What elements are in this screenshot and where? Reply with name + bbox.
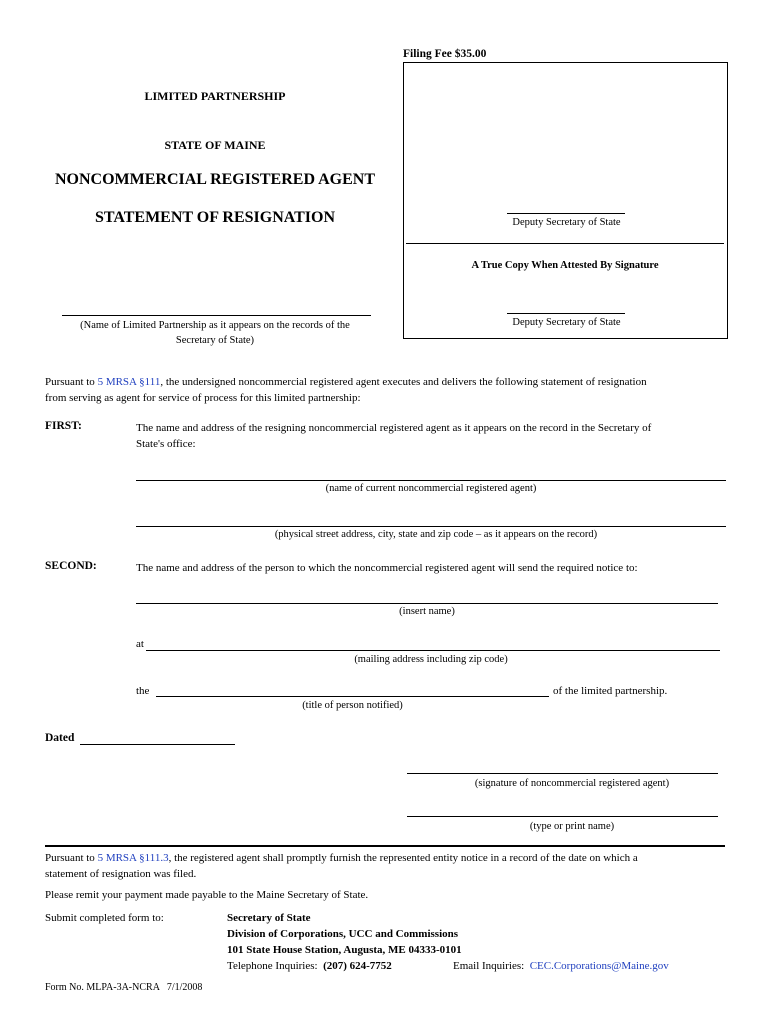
dated-label: Dated — [45, 732, 75, 744]
deputy-signature-line-2 — [507, 313, 625, 314]
address-line-2: Division of Corporations, UCC and Commissions — [227, 928, 459, 940]
deputy-signature-line-1 — [507, 213, 625, 214]
notice-title-line[interactable] — [156, 696, 549, 697]
print-name-caption: (type or print name) — [529, 821, 615, 832]
statute-link[interactable]: 5 MRSA §111 — [97, 376, 161, 388]
address-line-3: 101 State House Station, Augusta, ME 04333-0101 — [227, 944, 462, 956]
address-line-1: Secretary of State — [227, 912, 311, 924]
entity-type: LIMITED PARTNERSHIP — [144, 89, 286, 103]
phone-line: Telephone Inquiries: (207) 624-7752 — [227, 960, 392, 972]
partnership-name-line[interactable] — [62, 315, 371, 316]
box-divider — [406, 243, 724, 244]
email-line: Email Inquiries: CEC.Corporations@Maine.gov — [453, 960, 669, 972]
notice-address-line[interactable] — [146, 650, 720, 651]
first-text: The name and address of the resigning noncommercial registered agent as it appears on the record in the Secretary of State's office: — [136, 422, 652, 450]
partnership-name-caption-1: (Name of Limited Partnership as it appears on the records of the — [80, 320, 350, 331]
signature-caption: (signature of noncommercial registered agent) — [474, 778, 670, 789]
partnership-name-caption-2: Secretary of State) — [175, 335, 255, 346]
at-label: at — [136, 638, 144, 650]
first-label: FIRST: — [45, 420, 82, 432]
agent-name-caption: (name of current noncommercial registered agent) — [325, 483, 537, 494]
true-copy-label: A True Copy When Attested By Signature — [471, 260, 659, 271]
deputy-label-2: Deputy Secretary of State — [512, 317, 621, 328]
notice-address-caption: (mailing address including zip code) — [354, 654, 508, 665]
footer-divider — [45, 845, 725, 847]
dated-line[interactable] — [80, 744, 235, 745]
print-name-line[interactable] — [407, 816, 718, 817]
title-line-2: STATEMENT OF RESIGNATION — [94, 209, 336, 226]
form-number: Form No. MLPA-3A-NCRA 7/1/2008 — [45, 982, 203, 993]
agent-address-line[interactable] — [136, 526, 726, 527]
phone-number: (207) 624-7752 — [323, 960, 392, 972]
footer-notice: Pursuant to 5 MRSA §111.3, the registered agent shall promptly furnish the represented entity notice in a record of the date on which a statement of resignation was filed. — [45, 852, 638, 880]
notice-name-line[interactable] — [136, 603, 718, 604]
agent-address-caption: (physical street address, city, state and zip code – as it appears on the record) — [274, 529, 598, 540]
remit-text: Please remit your payment made payable to the Maine Secretary of State. — [45, 889, 369, 901]
notice-name-caption: (insert name) — [399, 606, 455, 617]
intro-paragraph: Pursuant to 5 MRSA §111, the undersigned noncommercial registered agent executes and delivers the following statement of resignation from serving as agent for service of process for this limited partnership: — [45, 376, 647, 404]
agent-name-line[interactable] — [136, 480, 726, 481]
second-label: SECOND: — [45, 560, 97, 572]
submit-label: Submit completed form to: — [45, 912, 164, 924]
signature-line[interactable] — [407, 773, 718, 774]
of-lp-label: of the limited partnership. — [553, 685, 668, 697]
the-label: the — [136, 685, 150, 697]
filing-fee: Filing Fee $35.00 — [403, 48, 487, 60]
second-text: The name and address of the person to which the noncommercial registered agent will send the required notice to: — [136, 562, 638, 574]
email-link[interactable]: CEC.Corporations@Maine.gov — [529, 960, 669, 972]
state-name: STATE OF MAINE — [164, 138, 266, 152]
filing-box — [403, 62, 728, 339]
statute-link-2[interactable]: 5 MRSA §111.3 — [97, 852, 169, 864]
notice-title-caption: (title of person notified) — [302, 700, 403, 711]
title-line-1: NONCOMMERCIAL REGISTERED AGENT — [54, 171, 376, 188]
deputy-label-1: Deputy Secretary of State — [512, 217, 621, 228]
